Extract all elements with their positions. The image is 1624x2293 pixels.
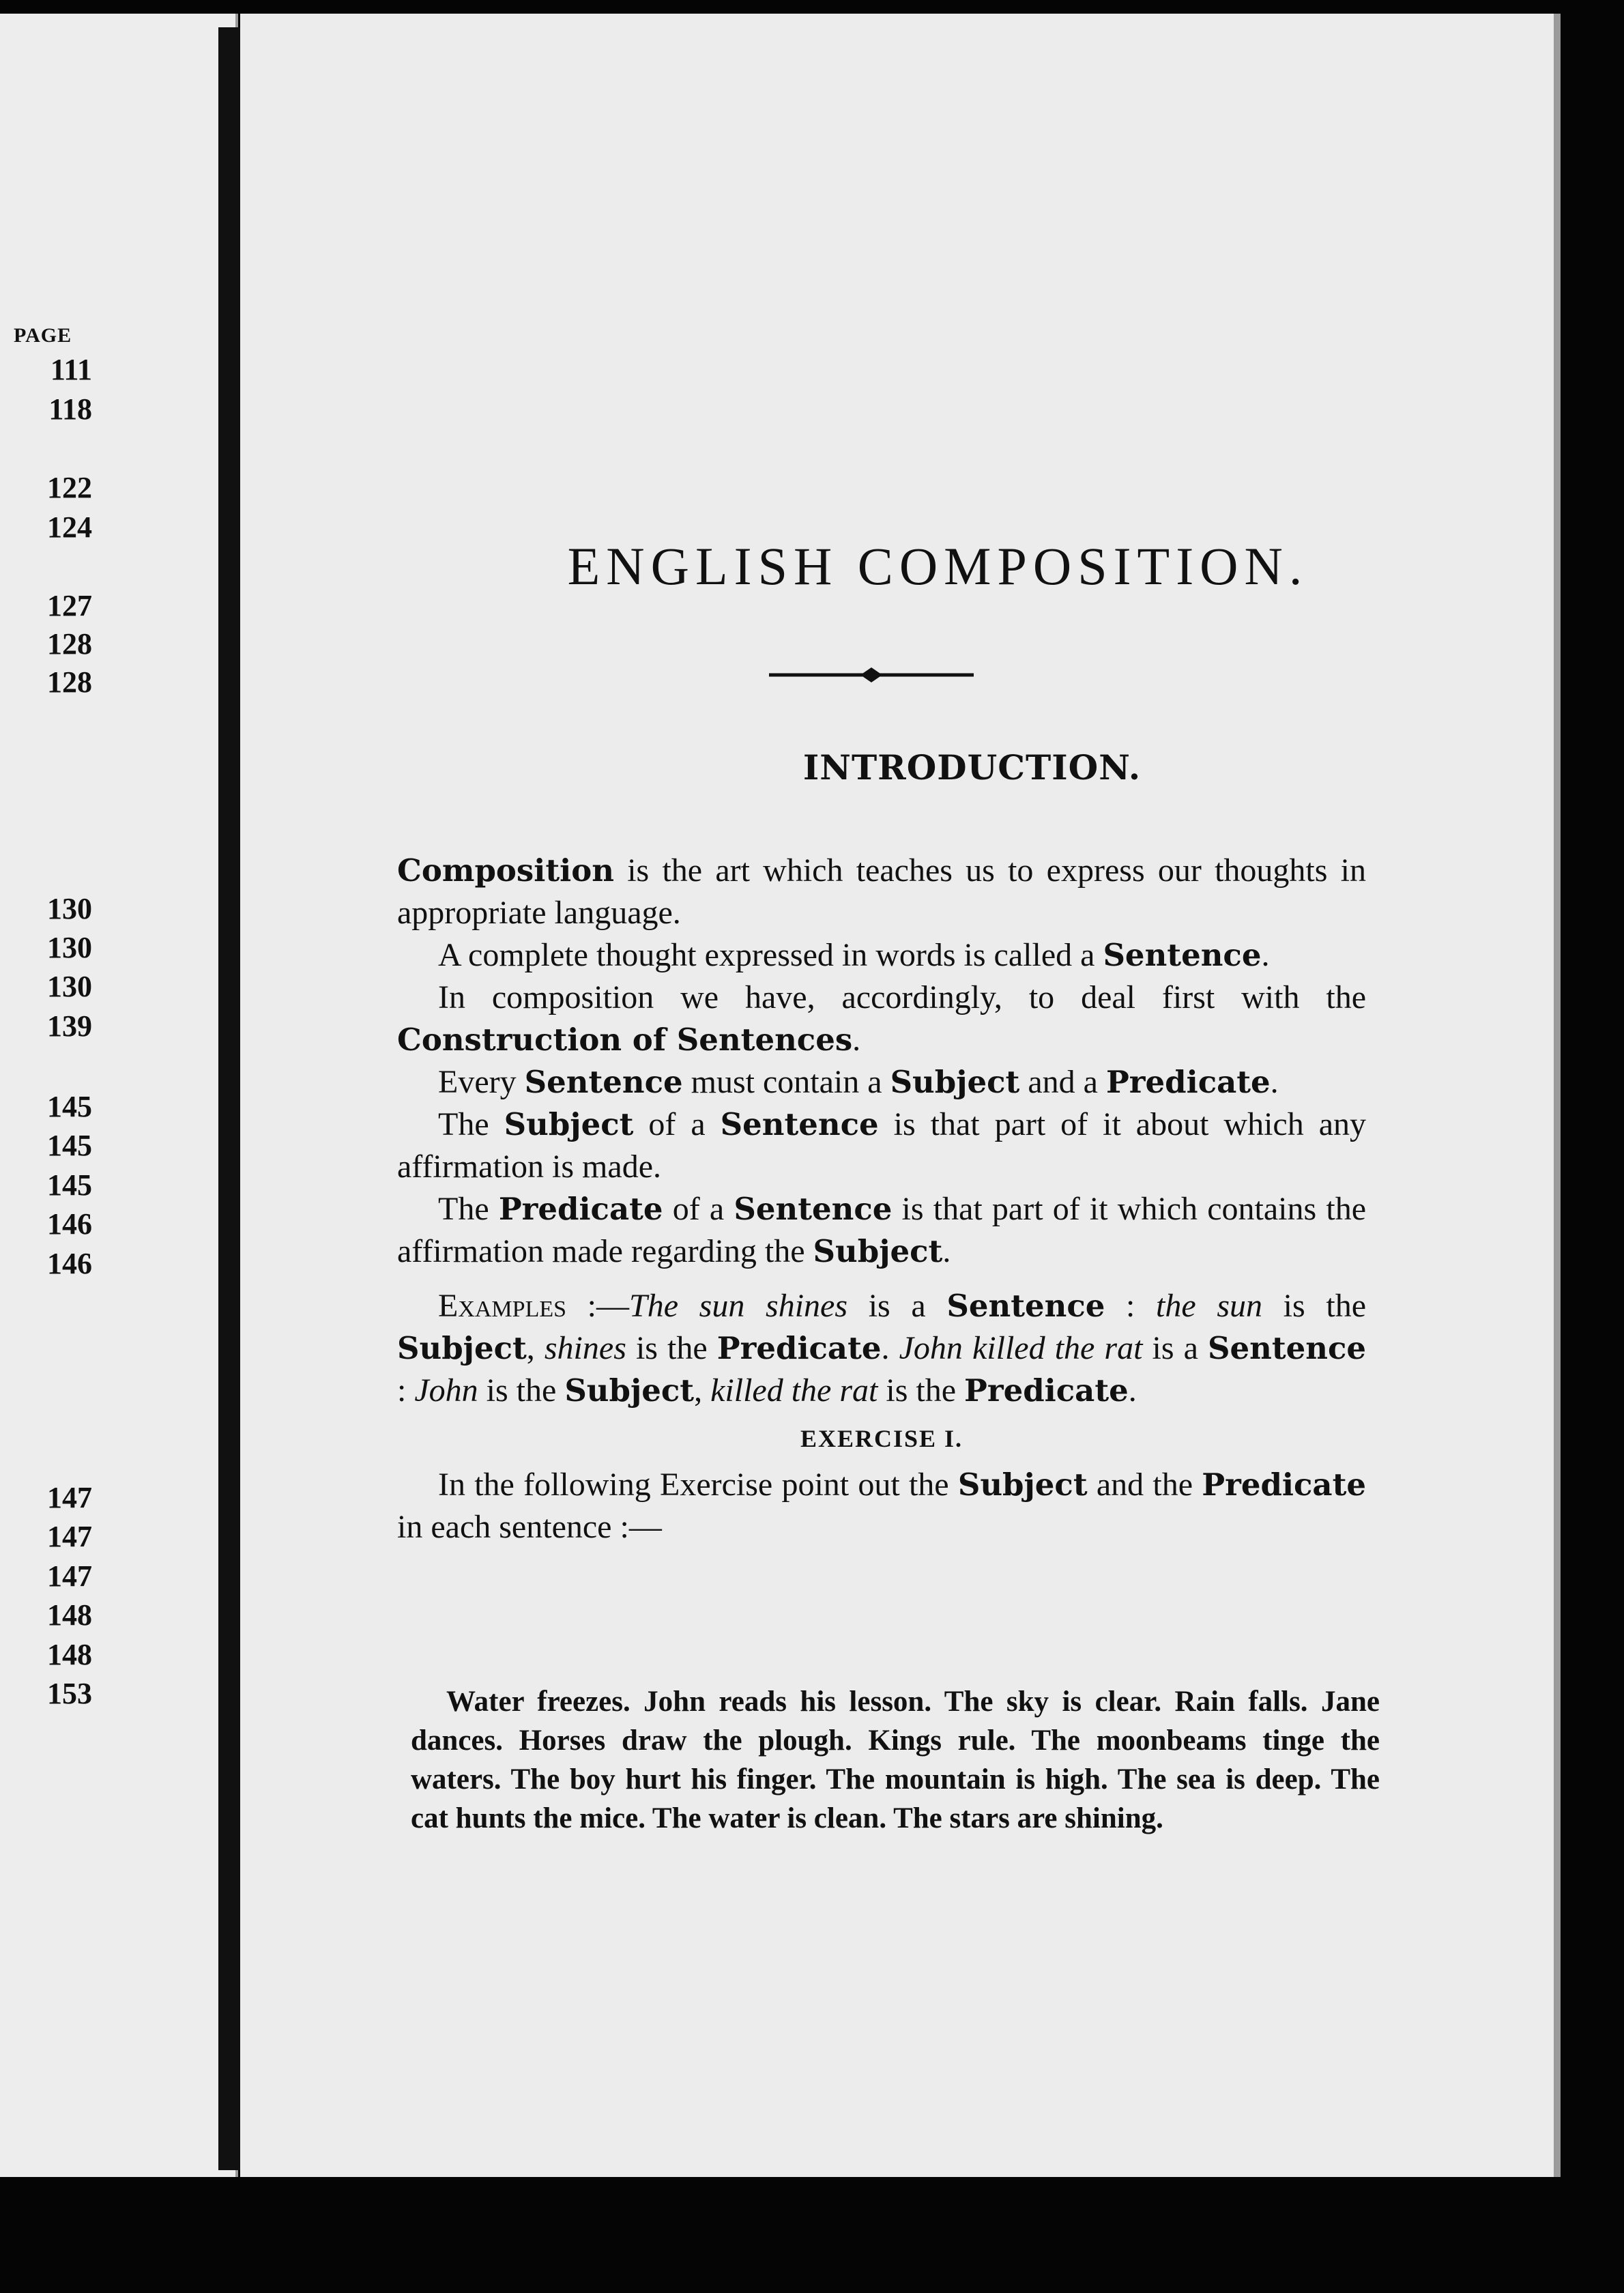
page-number: 146 (47, 1247, 92, 1280)
paragraph (397, 934, 1366, 977)
exercise-instructions (397, 1464, 1366, 1548)
term: Predicate (716, 1330, 882, 1366)
term: Sentence (946, 1288, 1105, 1324)
text: must contain a (682, 1064, 890, 1100)
text: is that part of it which contains the affirmation made regarding the (397, 1191, 1366, 1269)
text: , (694, 1372, 711, 1409)
term: Subject (890, 1064, 1020, 1100)
term: Composition (397, 852, 614, 889)
page-column-label: PAGE (14, 324, 72, 347)
page-number: 146 (47, 1207, 92, 1241)
text: is the (478, 1372, 565, 1409)
example: killed the rat (710, 1372, 878, 1409)
term: Subject (504, 1106, 634, 1142)
previous-page (0, 14, 238, 2177)
page-number: 145 (47, 1090, 92, 1123)
text: The (438, 1191, 499, 1227)
text: . (1270, 1064, 1279, 1100)
text: is the (626, 1330, 717, 1366)
text: . (1128, 1372, 1137, 1409)
page-number: 147 (47, 1520, 92, 1553)
text: of a (663, 1191, 734, 1227)
example: The sun shines (629, 1288, 848, 1324)
example: the sun (1156, 1288, 1263, 1324)
text: :— (566, 1288, 630, 1324)
text: is a (1142, 1330, 1208, 1366)
page-number: 127 (47, 589, 92, 622)
paragraph (397, 1061, 1366, 1104)
text: . (942, 1233, 951, 1269)
term: Sentence (524, 1064, 683, 1100)
text: and the (1087, 1467, 1202, 1503)
examples-paragraph (397, 1285, 1366, 1412)
page-number-column (0, 14, 92, 2177)
example: shines (544, 1330, 626, 1366)
page-number: 128 (47, 627, 92, 661)
term: Predicate (1105, 1064, 1271, 1100)
term: Predicate (964, 1372, 1129, 1409)
exercise-sentences: Water freezes. John reads his lesson. The sky is clear. Rain falls. Jane dances. Horses draw the plough. Kings rule. The moonbeams tinge the waters. The boy hurt his finger. The mountain is high. The sea is deep. The cat hunts the mice. The water is clean. The stars are shining. (411, 1686, 1380, 1834)
text: in each sentence :— (397, 1509, 662, 1545)
term: Subject (397, 1330, 527, 1366)
term: Construction of Sentences (397, 1022, 853, 1058)
paragraph (397, 850, 1366, 934)
paragraph (397, 1188, 1366, 1273)
text: . (881, 1330, 899, 1366)
page-number: 145 (47, 1168, 92, 1202)
page-number: 130 (47, 892, 92, 925)
text: . (852, 1022, 861, 1058)
text: : (1105, 1288, 1157, 1324)
page-number: 130 (47, 931, 92, 964)
example: John (414, 1372, 478, 1409)
page-number: 145 (47, 1129, 92, 1162)
section-heading: INTRODUCTION. (802, 747, 1142, 788)
term: Subject (813, 1233, 943, 1269)
page-number: 139 (47, 1009, 92, 1043)
page-number: 124 (47, 510, 92, 544)
text: A complete thought expressed in words is called a (438, 937, 1103, 973)
text: is the (1262, 1288, 1366, 1324)
paragraph (397, 1104, 1366, 1188)
term: Sentence (734, 1191, 893, 1227)
exercise-heading: EXERCISE I. (800, 1425, 963, 1452)
text: and a (1019, 1064, 1106, 1100)
page-number: 130 (47, 970, 92, 1003)
text: . (1261, 937, 1270, 973)
text: : (397, 1372, 415, 1409)
page-number: 147 (47, 1481, 92, 1514)
text: Every (438, 1064, 525, 1100)
text: is the (878, 1372, 965, 1409)
ornamental-rule-icon (769, 665, 974, 684)
term: Subject (564, 1372, 695, 1409)
page-number: 111 (50, 353, 92, 386)
page-title: ENGLISH COMPOSITION. (567, 536, 1309, 596)
page-number: 122 (47, 471, 92, 504)
introduction-body (397, 850, 1366, 1548)
text: of a (633, 1106, 721, 1142)
page-number: 147 (47, 1559, 92, 1593)
term: Predicate (498, 1191, 663, 1227)
term: Sentence (1103, 937, 1262, 973)
term: Predicate (1202, 1467, 1366, 1503)
examples-label: Examples (438, 1288, 567, 1324)
page-number: 118 (48, 392, 92, 426)
text: In the following Exercise point out the (438, 1467, 958, 1503)
page-number: 148 (47, 1638, 92, 1671)
page-number: 128 (47, 665, 92, 699)
text: , (526, 1330, 545, 1366)
paragraph (397, 977, 1366, 1061)
text: is that part of it about which any affirmation is made. (397, 1106, 1366, 1185)
text: The (438, 1106, 504, 1142)
example: John killed the rat (899, 1330, 1143, 1366)
term: Sentence (1208, 1330, 1367, 1366)
text: In composition we have, accordingly, to deal first with the (438, 979, 1366, 1015)
term: Sentence (720, 1106, 879, 1142)
page-number: 148 (47, 1598, 92, 1632)
book-page (240, 14, 1561, 2177)
page-number: 153 (47, 1677, 92, 1710)
term: Subject (957, 1467, 1088, 1503)
text: is a (847, 1288, 947, 1324)
text: is the art which teaches us to express our thoughts in appropriate language. (397, 852, 1366, 931)
